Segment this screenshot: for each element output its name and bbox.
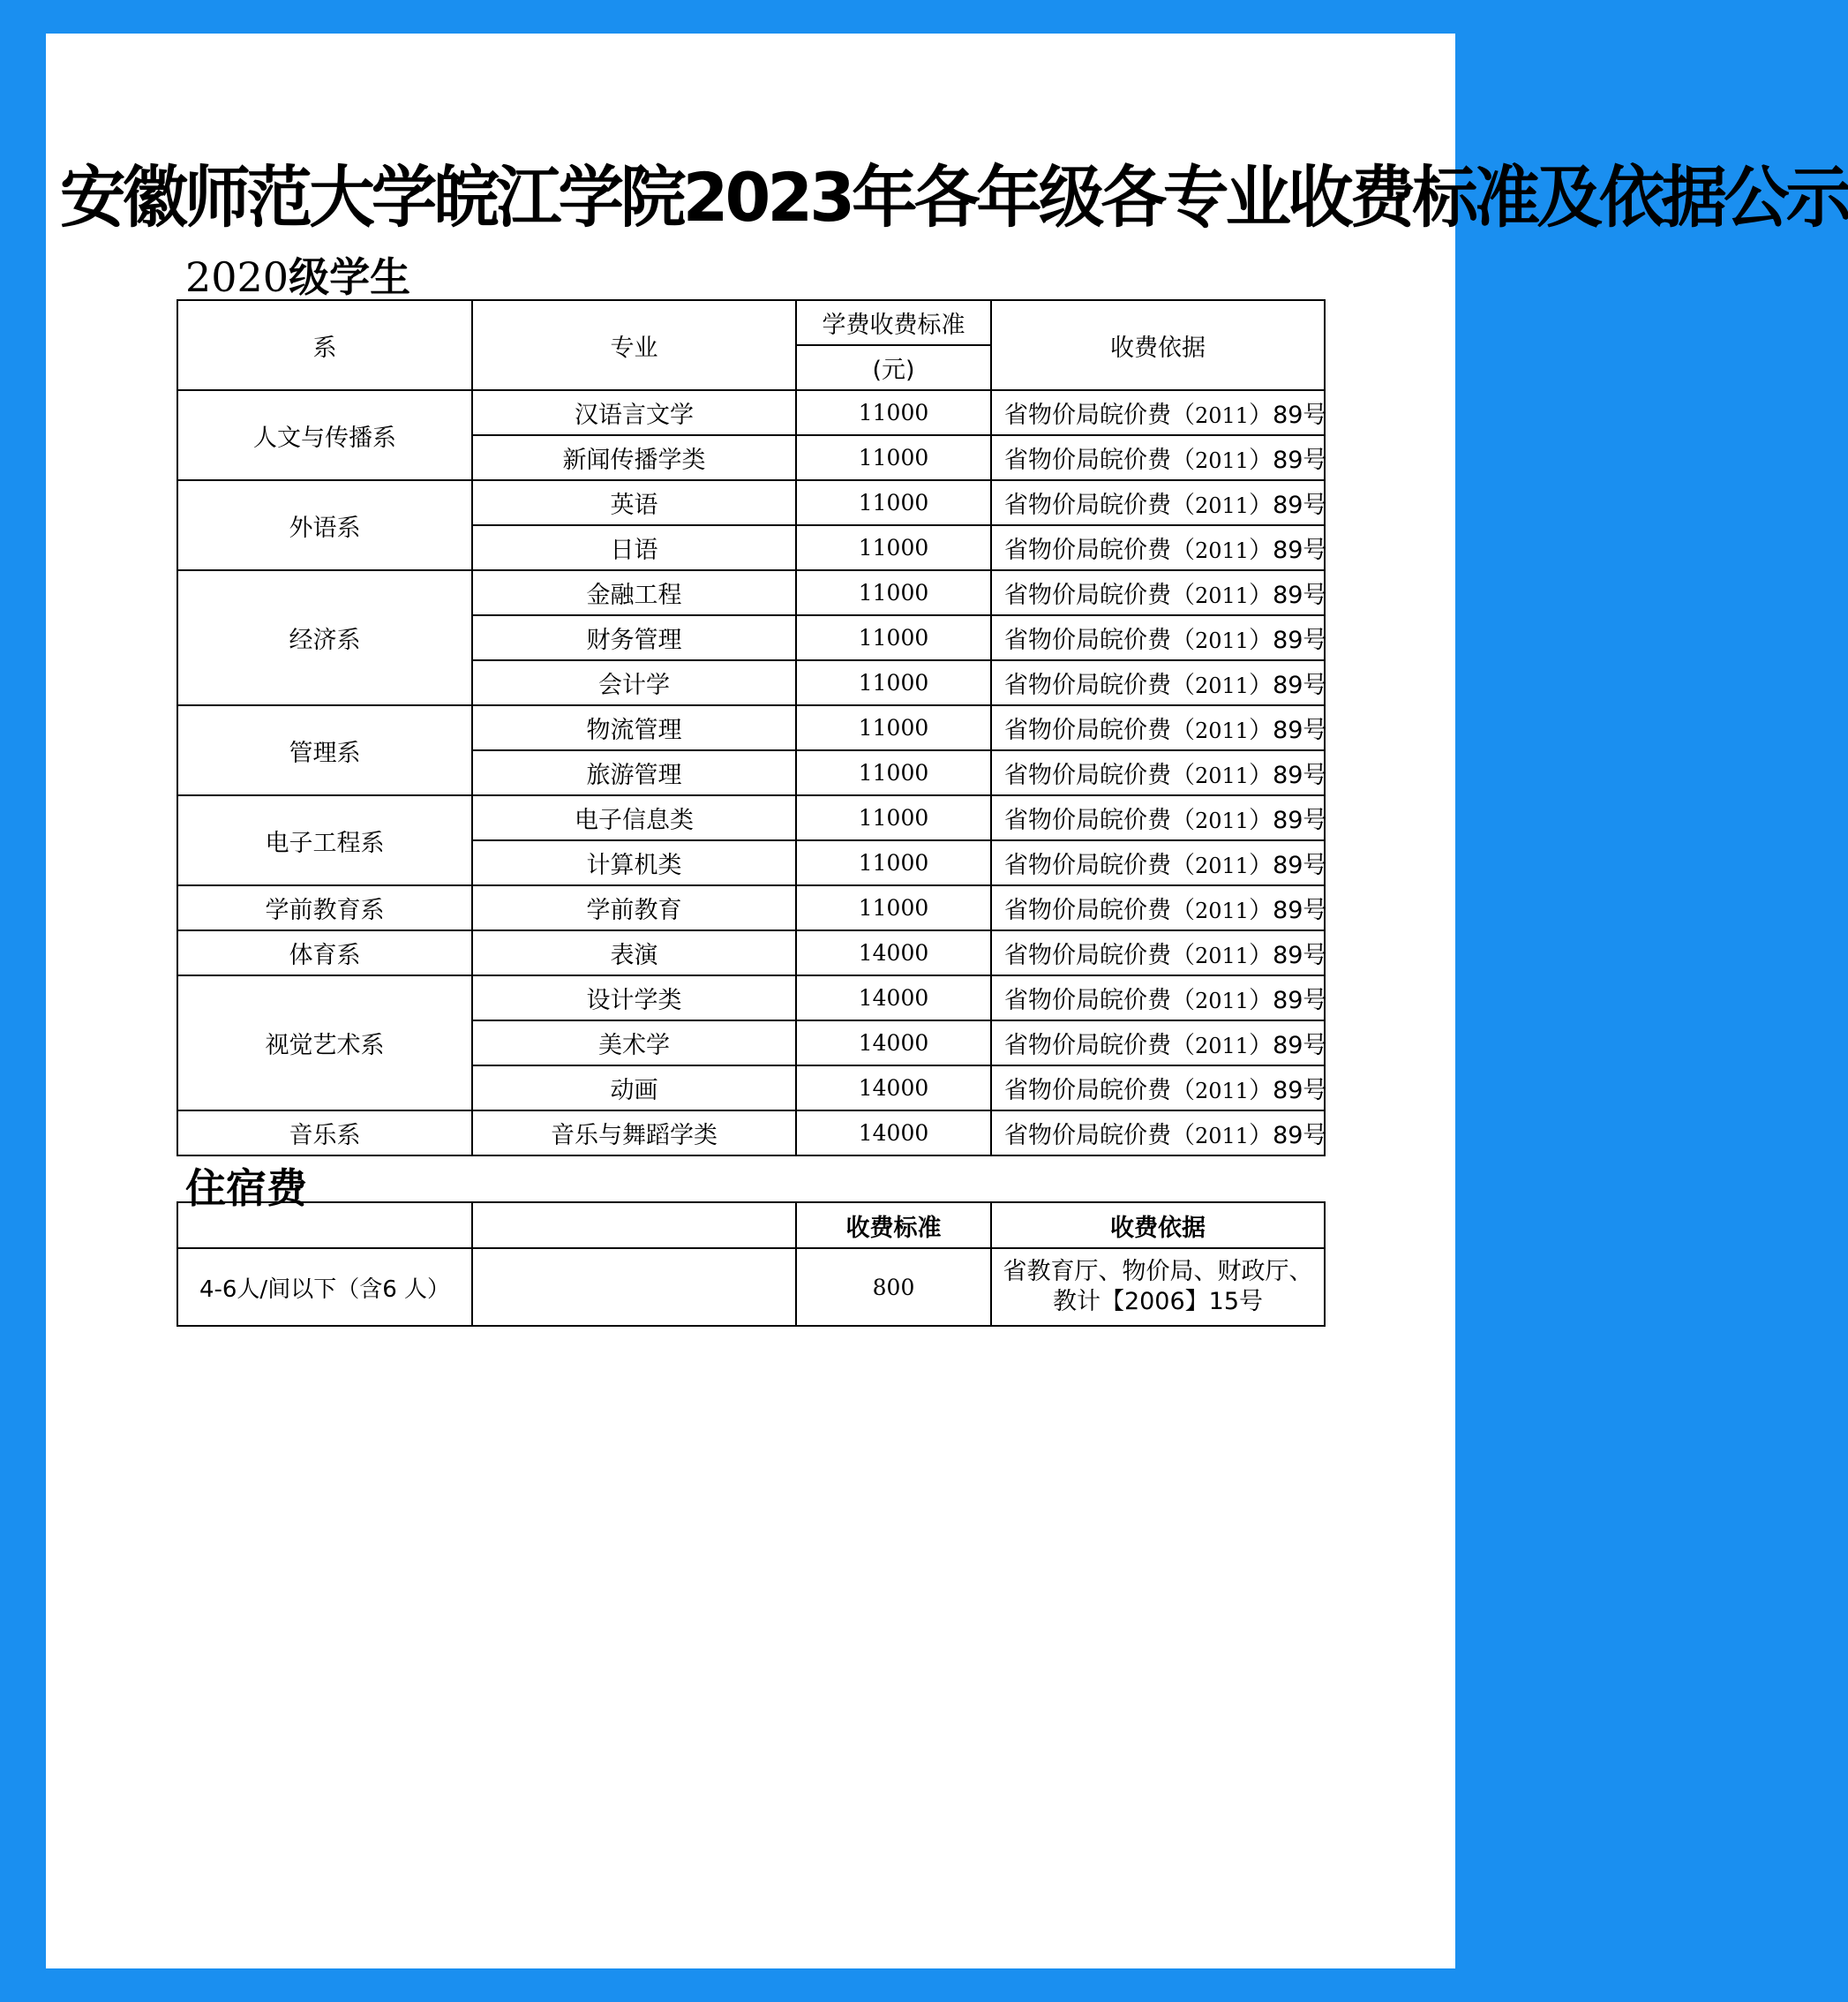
section-label-dorm-fee: 住宿费 (185, 1164, 307, 1212)
major-cell: 汉语言文学 (472, 390, 796, 435)
header-dept: 系 (177, 300, 472, 390)
table-row (177, 885, 1325, 930)
major-cell: 新闻传播学类 (472, 435, 796, 480)
basis-number: 2011 (1195, 944, 1250, 968)
fee-cell: 11000 (796, 570, 991, 615)
fee-cell: 14000 (796, 930, 991, 975)
dorm-fee-table (177, 1201, 1326, 1327)
basis-cell (991, 525, 1325, 570)
header-fee-standard: 学费收费标准 (796, 300, 991, 345)
basis-suffix: ）89号 (1249, 987, 1327, 1014)
basis-suffix: ）89号 (1249, 852, 1327, 879)
major-cell: 音乐与舞蹈学类 (472, 1110, 796, 1155)
table-row (177, 930, 1325, 975)
dorm-header-fee-standard: 收费标准 (796, 1202, 991, 1248)
basis-cell (991, 930, 1325, 975)
table-row (177, 570, 1325, 615)
basis-prefix: 省物价局皖价费（ (1004, 492, 1195, 519)
major-cell: 日语 (472, 525, 796, 570)
major-cell: 动画 (472, 1065, 796, 1110)
fee-cell: 14000 (796, 1110, 991, 1155)
basis-prefix: 省物价局皖价费（ (1004, 1032, 1195, 1059)
dept-cell: 电子工程系 (177, 795, 472, 885)
major-cell: 美术学 (472, 1020, 796, 1065)
basis-suffix: ）89号 (1249, 492, 1327, 519)
basis-number: 2011 (1195, 448, 1250, 473)
basis-cell (991, 570, 1325, 615)
basis-number: 2011 (1195, 674, 1250, 698)
basis-prefix: 省物价局皖价费（ (1004, 852, 1195, 879)
basis-suffix: ）89号 (1249, 582, 1327, 609)
basis-prefix: 省物价局皖价费（ (1004, 537, 1195, 564)
major-cell: 英语 (472, 480, 796, 525)
basis-prefix: 省物价局皖价费（ (1004, 672, 1195, 699)
basis-number: 2011 (1195, 1079, 1250, 1103)
basis-number: 2011 (1195, 1124, 1250, 1148)
basis-suffix: ）89号 (1249, 807, 1327, 834)
basis-cell (991, 480, 1325, 525)
basis-cell (991, 795, 1325, 840)
dorm-basis-line1: 省教育厅、物价局、财政厅、 (1003, 1258, 1313, 1285)
basis-number: 2011 (1195, 493, 1250, 518)
fee-cell: 11000 (796, 885, 991, 930)
basis-prefix: 省物价局皖价费（ (1004, 1122, 1195, 1149)
major-cell: 学前教育 (472, 885, 796, 930)
header-basis: 收费依据 (991, 300, 1325, 390)
section-label-2020-students (185, 245, 410, 304)
dept-cell: 学前教育系 (177, 885, 472, 930)
major-cell: 财务管理 (472, 615, 796, 660)
fee-cell: 11000 (796, 480, 991, 525)
major-cell: 金融工程 (472, 570, 796, 615)
basis-prefix: 省物价局皖价费（ (1004, 717, 1195, 744)
basis-prefix: 省物价局皖价费（ (1004, 582, 1195, 609)
section-label-year: 2020 (185, 253, 289, 301)
section-label-text: 级学生 (289, 253, 411, 301)
basis-prefix: 省物价局皖价费（ (1004, 1077, 1195, 1104)
basis-number: 2011 (1195, 809, 1250, 833)
basis-cell (991, 885, 1325, 930)
basis-suffix: ）89号 (1249, 897, 1327, 924)
basis-suffix: ）89号 (1249, 1077, 1327, 1104)
major-cell: 表演 (472, 930, 796, 975)
fee-cell: 14000 (796, 975, 991, 1020)
fee-cell: 11000 (796, 615, 991, 660)
fee-cell: 14000 (796, 1065, 991, 1110)
dept-cell: 管理系 (177, 705, 472, 795)
dorm-header-col1 (177, 1202, 472, 1248)
fee-cell: 11000 (796, 840, 991, 885)
fee-cell: 11000 (796, 390, 991, 435)
fee-cell: 11000 (796, 660, 991, 705)
basis-prefix: 省物价局皖价费（ (1004, 897, 1195, 924)
basis-suffix: ）89号 (1249, 1032, 1327, 1059)
major-cell: 计算机类 (472, 840, 796, 885)
dept-cell: 体育系 (177, 930, 472, 975)
dept-cell: 音乐系 (177, 1110, 472, 1155)
basis-suffix: ）89号 (1249, 627, 1327, 654)
basis-number: 2011 (1195, 1034, 1250, 1058)
table-row (177, 705, 1325, 750)
table-row (177, 390, 1325, 435)
fee-cell: 11000 (796, 525, 991, 570)
tuition-fee-table (177, 299, 1326, 1156)
basis-suffix: ）89号 (1249, 537, 1327, 564)
fee-cell: 11000 (796, 795, 991, 840)
basis-cell (991, 1065, 1325, 1110)
basis-suffix: ）89号 (1249, 942, 1327, 969)
dept-cell: 人文与传播系 (177, 390, 472, 480)
dorm-room-type: 4-6人/间以下（含6 人） (177, 1248, 472, 1326)
dorm-basis-line2: 教计【2006】15号 (1052, 1288, 1264, 1315)
basis-cell (991, 1110, 1325, 1155)
basis-prefix: 省物价局皖价费（ (1004, 447, 1195, 474)
fee-cell: 11000 (796, 750, 991, 795)
basis-number: 2011 (1195, 854, 1250, 878)
dorm-basis (991, 1248, 1325, 1326)
table-row (177, 975, 1325, 1020)
table-row (177, 1110, 1325, 1155)
basis-number: 2011 (1195, 628, 1250, 653)
basis-prefix: 省物价局皖价费（ (1004, 402, 1195, 429)
fee-cell: 11000 (796, 705, 991, 750)
basis-number: 2011 (1195, 899, 1250, 923)
notice-sheet (46, 34, 1848, 1968)
basis-cell (991, 615, 1325, 660)
basis-prefix: 省物价局皖价费（ (1004, 807, 1195, 834)
major-cell: 旅游管理 (472, 750, 796, 795)
major-cell: 电子信息类 (472, 795, 796, 840)
dept-cell: 经济系 (177, 570, 472, 705)
basis-suffix: ）89号 (1249, 402, 1327, 429)
basis-number: 2011 (1195, 538, 1250, 563)
basis-cell (991, 705, 1325, 750)
dorm-header-col2 (472, 1202, 796, 1248)
header-fee-unit: (元) (796, 345, 991, 390)
basis-prefix: 省物价局皖价费（ (1004, 627, 1195, 654)
table-row (177, 795, 1325, 840)
basis-prefix: 省物价局皖价费（ (1004, 987, 1195, 1014)
dorm-fee-value: 800 (796, 1248, 991, 1326)
basis-number: 2011 (1195, 583, 1250, 608)
header-major: 专业 (472, 300, 796, 390)
basis-cell (991, 660, 1325, 705)
basis-number: 2011 (1195, 989, 1250, 1013)
dorm-col2-value (472, 1248, 796, 1326)
basis-number: 2011 (1195, 719, 1250, 743)
basis-prefix: 省物价局皖价费（ (1004, 762, 1195, 789)
basis-cell (991, 1020, 1325, 1065)
basis-suffix: ）89号 (1249, 717, 1327, 744)
table-row (177, 480, 1325, 525)
fee-cell: 11000 (796, 435, 991, 480)
basis-suffix: ）89号 (1249, 1122, 1327, 1149)
basis-cell (991, 975, 1325, 1020)
basis-cell (991, 840, 1325, 885)
basis-suffix: ）89号 (1249, 762, 1327, 789)
dept-cell: 视觉艺术系 (177, 975, 472, 1110)
page-title: 安徽师范大学皖江学院2023年各年级各专业收费标准及依据公示 (59, 158, 1848, 237)
basis-number: 2011 (1195, 764, 1250, 788)
major-cell: 设计学类 (472, 975, 796, 1020)
fee-cell: 14000 (796, 1020, 991, 1065)
basis-cell (991, 750, 1325, 795)
basis-suffix: ）89号 (1249, 672, 1327, 699)
major-cell: 会计学 (472, 660, 796, 705)
major-cell: 物流管理 (472, 705, 796, 750)
basis-suffix: ）89号 (1249, 447, 1327, 474)
dept-cell: 外语系 (177, 480, 472, 570)
basis-cell (991, 435, 1325, 480)
basis-prefix: 省物价局皖价费（ (1004, 942, 1195, 969)
basis-number: 2011 (1195, 403, 1250, 428)
basis-cell (991, 390, 1325, 435)
dorm-header-basis: 收费依据 (991, 1202, 1325, 1248)
